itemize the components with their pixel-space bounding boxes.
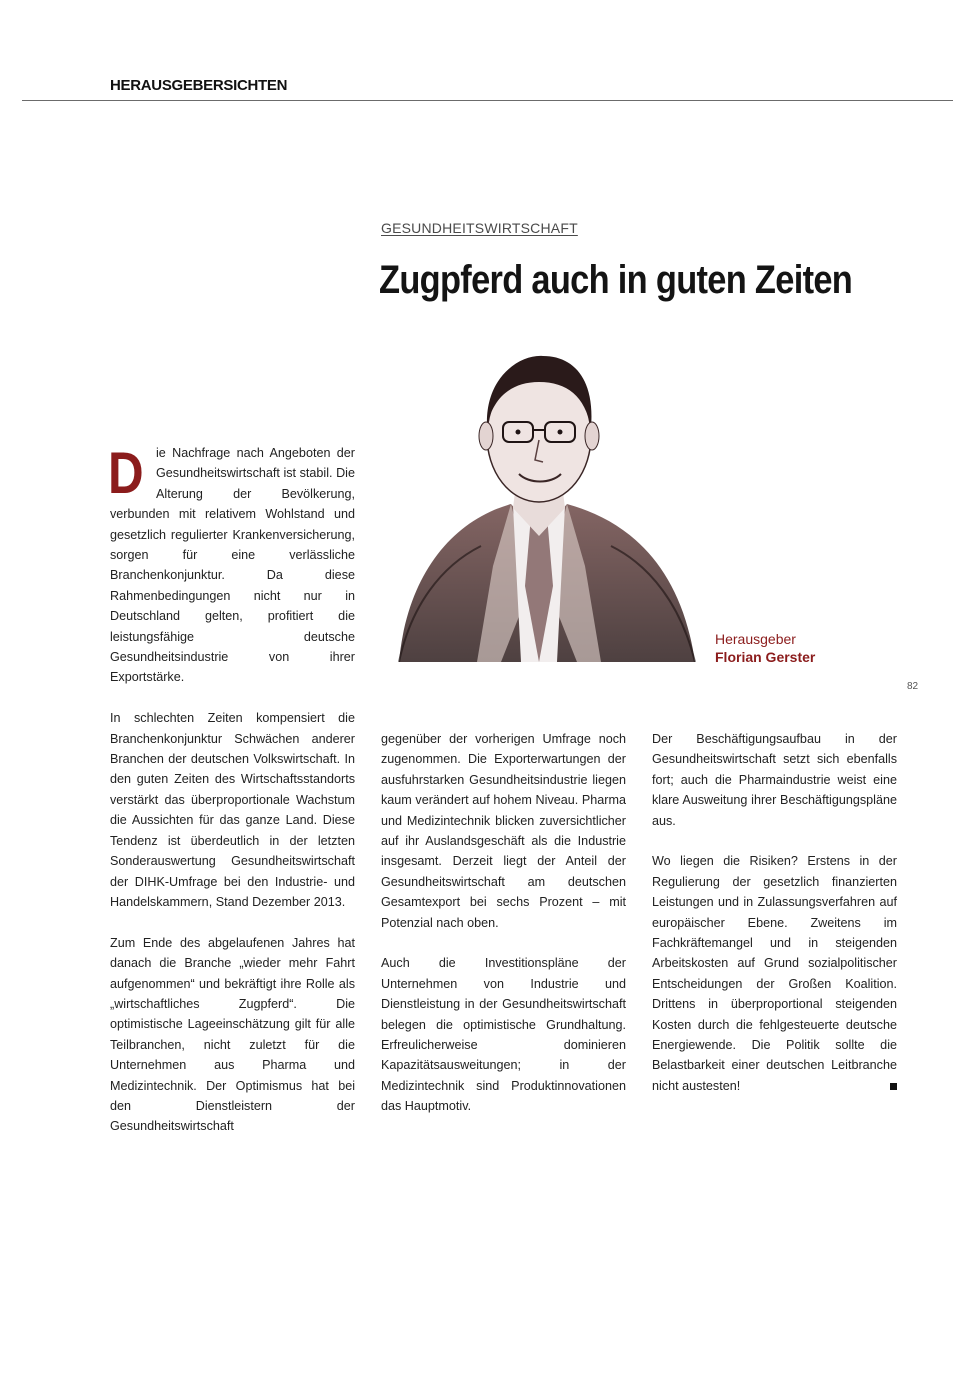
portrait-caption [715,630,815,666]
article-kicker: GESUNDHEITSWIRTSCHAFT [381,220,578,236]
article-paragraph: Zum Ende des abgelaufenen Jahres hat danach die Branche „wieder mehr Fahrt aufgenommen“ und bekräftigt ihre Rolle als „wirtschaftliches Zugpferd“. Die optimistische Lageeinschätzung gilt für alle Teilbranchen, nicht zuletzt für die Unternehmen aus Pharma und Medizintechnik. Der Optimismus hat bei den Dienstleistern der Gesundheitswirtschaft [110,935,355,1134]
article-title: Zugpferd auch in guten Zeiten [379,258,853,302]
article-paragraph: Der Beschäftigungsaufbau in der Gesundheitswirtschaft setzt sich ebenfalls fort; auch die Pharmaindustrie weist eine klare Ausweitung ihrer Beschäftigungspläne aus. [652,732,897,828]
caption-role: Herausgeber [715,631,796,647]
portrait-illustration [381,336,698,662]
article-column-1 [110,443,355,1137]
publisher-portrait [381,336,698,662]
article-column-2 [381,729,626,1117]
article-column-3 [652,729,897,1096]
section-header: HERAUSGEBERSICHTEN [110,77,288,94]
article-paragraph: In schlechten Zeiten kompensiert die Branchenkonjunktur Schwächen anderer Branchen der deutschen Volkswirtschaft. In den guten Zeiten des Wirtschaftsstandorts verstärkt das überproportionale Wachstum die Aussichten für das ganze Land. Diese Tendenz ist überdeutlich in der letzten Sonderauswertung Gesundheitswirtschaft der DIHK-Umfrage bei den Industrie- und Handelskammern, Stand Dezember 2013. [110,711,355,909]
article-paragraph: Auch die Investitionspläne der Unternehmen von Industrie und Dienstleistung in der Gesundheitswirtschaft belegen die optimistische Grundhaltung. Erfreulicherweise dominieren Kapazitätsausweitungen; in der Medizintechnik sind Produktinnovationen das Hauptmotiv. [381,956,626,1114]
article-final-paragraph [652,851,897,1096]
header-divider [22,100,953,101]
drop-cap: D [108,441,144,506]
caption-name: Florian Gerster [715,649,816,665]
page-number: 82 [907,681,919,692]
end-of-article-icon [890,1083,897,1090]
article-intro [110,443,355,688]
intro-text: ie Nachfrage nach Angeboten der Gesundheitswirtschaft ist stabil. Die Alterung der Bevölkerung, verbunden mit relativem Wohlstand und gesetzlich regulierter Krankenversicherung, sorgen für eine verlässliche Branchenkonjunktur. Da diese Rahmenbedingungen nicht nur in Deutschland gelten, profitiert die leistungsfähige deutsche Gesundheitsindustrie von ihrer Exportstärke. [110,446,355,685]
article-paragraph: gegenüber der vorherigen Umfrage noch zugenommen. Die Exporterwartungen der ausfuhrstarken Gesundheitsindustrie liegen kaum verändert auf hohem Niveau. Pharma und Medizintechnik blicken zuversichtlicher auf ihr Auslandsgeschäft als die Industrie insgesamt. Derzeit liegt der Anteil der Gesundheitswirtschaft am deutschen Gesamtexport bei sechs Prozent – mit Potenzial nach oben. [381,732,626,930]
final-text: Wo liegen die Risiken? Erstens in der Regulierung der gesetzlich finanzierten Leistungen und in Zulassungsverfahren auf europäischer Ebene. Zweitens im Fachkräftemangel und in steigenden Arbeitskosten auf Grund sozialpolitischer Entscheidungen der Großen Koalition. Drittens in überproportional steigenden Kosten durch die fehlgesteuerte deutsche Energiewende. Die Politik sollte die Belastbarkeit einer deutschen Leitbranche nicht austesten! [652,854,897,1093]
